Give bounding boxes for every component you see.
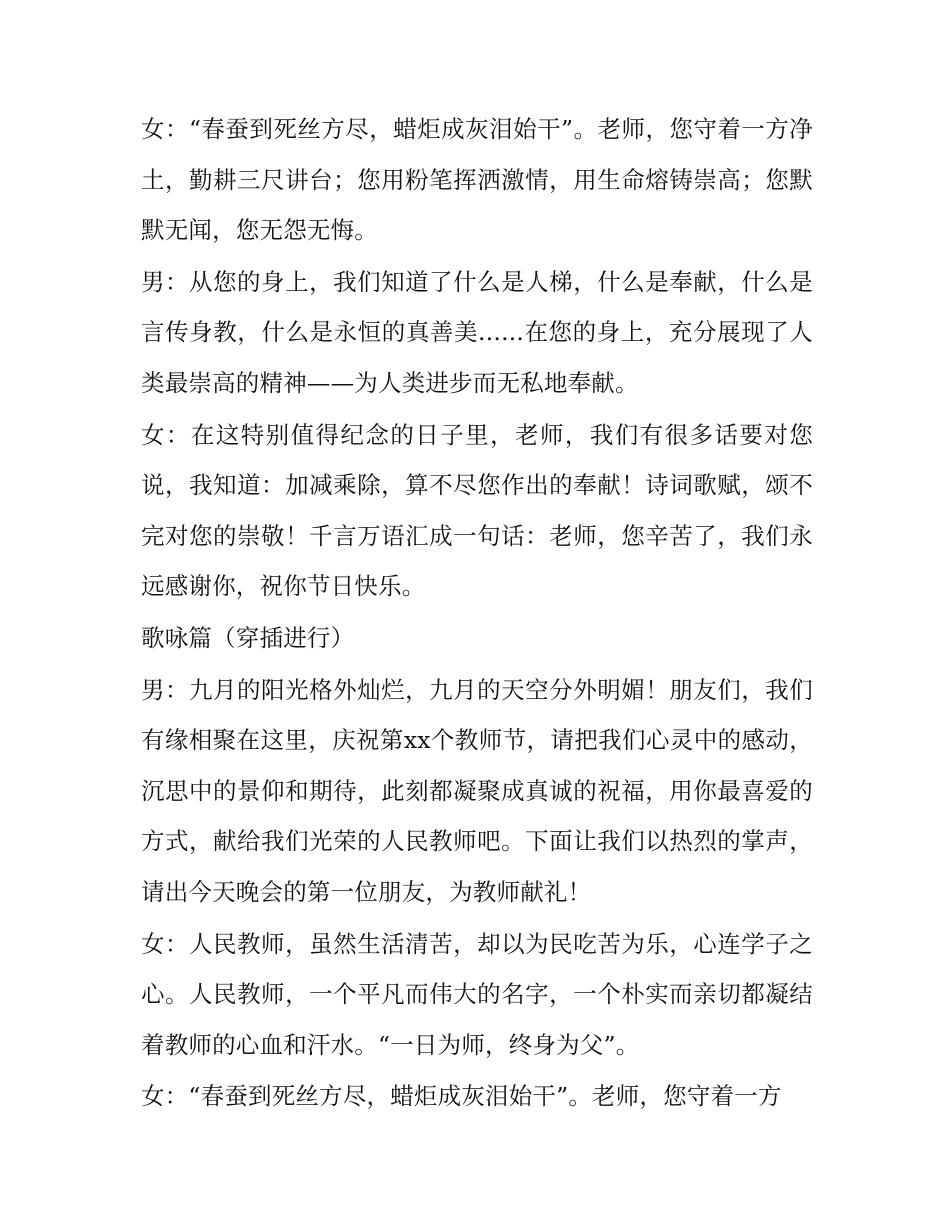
paragraph-6: 女：“春蚕到死丝方尽，蜡炬成灰泪始干”。老师，您守着一方: [141, 1082, 782, 1111]
section-heading: 歌咏篇（穿插进行）: [141, 623, 355, 652]
paragraph-1: 女：“春蚕到死丝方尽，蜡炬成灰泪始干”。老师，您守着一方净土，勤耕三尺讲台；您用粉笔挥洒激情，用生命熔铸崇高；您默默无闻，您无怨无悔。: [141, 115, 813, 245]
paragraph-2: 男：从您的身上，我们知道了什么是人梯，什么是奉献，什么是言传身教，什么是永恒的真善美......在您的身上，充分展现了人类最崇高的精神——为人类进步而无私地奉献。: [141, 267, 813, 397]
paragraph-3: 女：在这特别值得纪念的日子里，老师，我们有很多话要对您说，我知道：加减乘除，算不尽您作出的奉献！诗词歌赋，颂不完对您的崇敬！千言万语汇成一句话：老师，您辛苦了，我们永远感谢你，祝你节日快乐。: [141, 420, 813, 601]
document-body: [141, 104, 813, 1123]
paragraph-5: 女：人民教师，虽然生活清苦，却以为民吃苦为乐，心连学子之心。人民教师，一个平凡而伟大的名字，一个朴实而亲切都凝结着教师的心血和汗水。“一日为师，终身为父”。: [141, 929, 813, 1059]
paragraph-4: 男：九月的阳光格外灿烂，九月的天空分外明媚！朋友们，我们有缘相聚在这里，庆祝第xx个教师节，请把我们心灵中的感动，沉思中的景仰和期待，此刻都凝聚成真诚的祝福，用你最喜爱的方式，献给我们光荣的人民教师吧。下面让我们以热烈的掌声，请出今天晚会的第一位朋友，为教师献礼！: [141, 675, 813, 906]
